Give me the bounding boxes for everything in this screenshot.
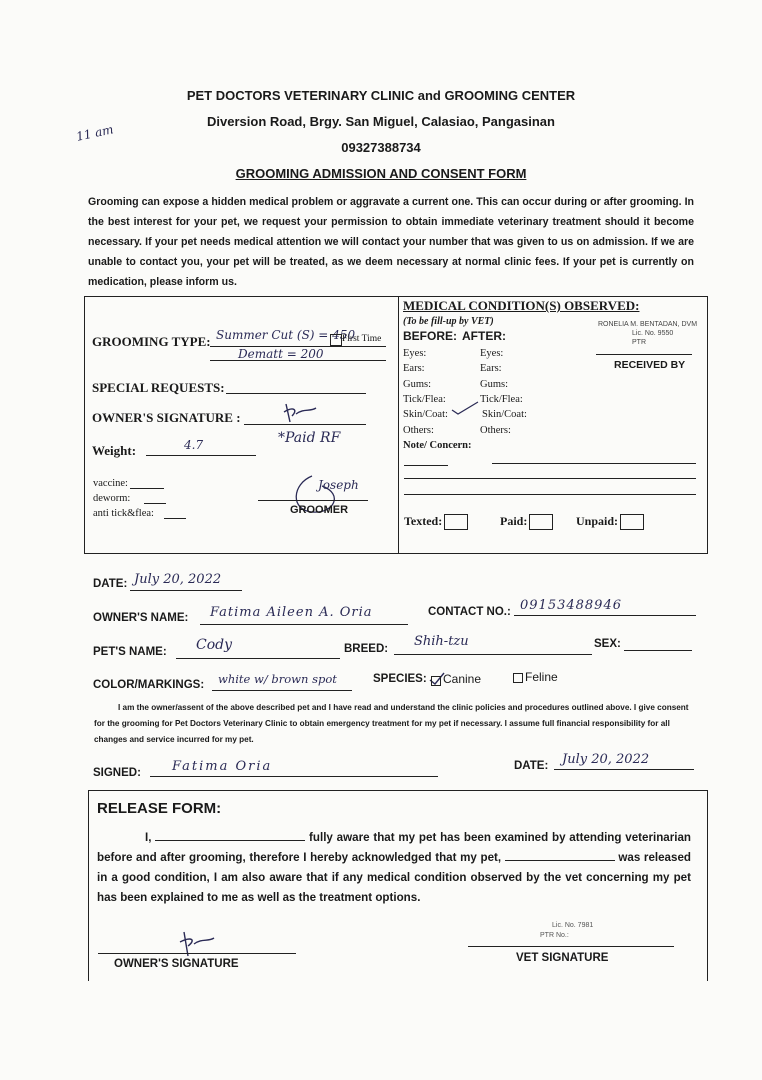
before-ears: Ears: — [403, 363, 425, 374]
special-requests-label: SPECIAL REQUESTS: — [92, 380, 225, 395]
before-skincoat: Skin/Coat: — [403, 409, 448, 420]
release-text — [97, 828, 691, 908]
date-field[interactable] — [130, 590, 242, 591]
note-line-1[interactable] — [404, 465, 448, 466]
paid-checkbox[interactable] — [529, 514, 553, 530]
deworm-line — [144, 503, 166, 504]
note-line-3[interactable] — [404, 478, 696, 479]
groomer-label: GROOMER — [290, 504, 349, 516]
paid-field[interactable] — [500, 514, 553, 530]
grooming-type-label: GROOMING TYPE: — [92, 334, 211, 349]
contact-label: CONTACT NO.: — [428, 606, 511, 618]
texted-checkbox[interactable] — [444, 514, 468, 530]
groomer-signature: Joseph — [318, 478, 359, 492]
feline-label: Feline — [525, 670, 558, 684]
date-label: DATE: — [93, 578, 128, 590]
unpaid-label: Unpaid: — [576, 514, 619, 528]
groomer-line — [258, 500, 368, 501]
unpaid-checkbox[interactable] — [620, 514, 644, 530]
contact-field[interactable] — [514, 615, 696, 616]
unpaid-field[interactable] — [576, 514, 644, 530]
owner-name-label: OWNER'S NAME: — [93, 612, 189, 624]
before-gums: Gums: — [403, 379, 432, 390]
canine-label: Canine — [443, 672, 482, 686]
date2-field[interactable] — [554, 769, 694, 770]
vet-stamp-ptr: PTR — [632, 339, 646, 346]
owner-signature-label: OWNER'S SIGNATURE : — [92, 410, 241, 425]
medical-subtitle: (To be fill-up by VET) — [403, 316, 494, 327]
breed-value: Shih-tzu — [414, 634, 469, 649]
feline-checkbox[interactable] — [513, 673, 523, 683]
texted-field[interactable] — [404, 514, 468, 530]
pet-name-label: PET'S NAME: — [93, 646, 167, 658]
deworm-label: deworm: — [93, 493, 131, 504]
first-time-label: First Time — [342, 334, 382, 344]
pet-name-field[interactable] — [176, 658, 340, 659]
before-label: BEFORE: — [403, 329, 457, 343]
sex-field[interactable] — [624, 650, 692, 651]
note-line-2[interactable] — [492, 463, 696, 464]
release-owner-signature-scribble — [176, 928, 216, 960]
after-gums: Gums: — [480, 379, 509, 390]
release-vet-sig-field[interactable] — [468, 946, 674, 947]
sex-label: SEX: — [594, 638, 621, 650]
species-label: SPECIES: — [373, 673, 427, 685]
antitick-line — [164, 518, 186, 519]
owner-name-value: Fatima Aileen A. Oria — [210, 605, 373, 620]
release-text-b: fully aware that my pet has been examined by attending veterinarian before and after grooming, therefore I hereby acknowledged that my pet, — [97, 831, 691, 864]
received-line — [596, 354, 692, 355]
box-divider — [398, 296, 399, 553]
paid-label: Paid: — [500, 514, 528, 528]
signed-value: Fatima Oria — [172, 759, 273, 774]
after-label: AFTER: — [462, 329, 506, 343]
received-by-label: RECEIVED BY — [614, 359, 686, 371]
date2-value: July 20, 2022 — [562, 752, 650, 767]
clinic-address: Diversion Road, Brgy. San Miguel, Calasiao, Pangasinan — [207, 114, 555, 129]
release-vet-stamp: Lic. No. 7981 — [552, 922, 594, 929]
release-owner-sig-label: OWNER'S SIGNATURE — [114, 958, 239, 970]
special-requests-field[interactable] — [226, 393, 366, 394]
before-tickflea: Tick/Flea: — [403, 394, 446, 405]
texted-label: Texted: — [404, 514, 443, 528]
release-owner-sig-field[interactable] — [98, 953, 296, 954]
grooming-type-value2: Dematt = 200 — [238, 347, 324, 361]
after-others: Others: — [480, 425, 511, 436]
after-eyes: Eyes: — [480, 348, 504, 359]
contact-value: 09153488946 — [520, 598, 622, 613]
pet-name-value: Cody — [196, 637, 233, 653]
grooming-type-value: Summer Cut (S) = 450 — [216, 328, 356, 342]
breed-field[interactable] — [394, 654, 592, 655]
weight-value: 4.7 — [184, 438, 204, 452]
release-pet-blank[interactable] — [505, 860, 615, 861]
release-name-blank[interactable] — [155, 840, 305, 841]
release-vet-ptr: PTR No.: — [540, 932, 569, 939]
weight-field[interactable] — [146, 455, 256, 456]
before-others: Others: — [403, 425, 434, 436]
note-label: Note/ Concern: — [403, 440, 472, 451]
date-value: July 20, 2022 — [134, 572, 222, 587]
consent-text: I am the owner/assent of the above described pet and I have read and understand the clinic policies and procedures outlined above. I give consent for the grooming for Pet Doctors Veterinary Clinic to obtain emergency treatment for my pet if necessary. I assume full financial responsibility for all changes and service incurred for my pet. — [94, 703, 689, 744]
margin-note: 11 am — [74, 122, 115, 144]
date2-label: DATE: — [514, 760, 549, 772]
vet-stamp-name: RONELIA M. BENTADAN, DVM — [598, 321, 698, 328]
after-skincoat: Skin/Coat: — [482, 409, 527, 420]
medical-title: MEDICAL CONDITION(S) OBSERVED: — [403, 298, 640, 313]
intro-paragraph: Grooming can expose a hidden medical problem or aggravate a current one. This can occur during or after grooming. In the best interest for your pet, we request your permission to obtain immediate veterinary treatment should it become necessary. If your pet needs medical attention we will contact your number that was given to us on admission. If we are unable to contact you, your pet will be treated, as we deem necessary at normal clinic fees. If your pet is currently on medication, please inform us. — [88, 196, 694, 288]
release-i: I, — [145, 831, 152, 844]
first-time-checkbox[interactable] — [330, 334, 342, 346]
skin-coat-check — [450, 400, 480, 416]
note-line-4[interactable] — [404, 494, 696, 495]
form-title: GROOMING ADMISSION AND CONSENT FORM — [235, 166, 527, 181]
release-vet-sig-label: VET SIGNATURE — [516, 952, 609, 964]
after-ears: Ears: — [480, 363, 502, 374]
signed-field[interactable] — [150, 776, 438, 777]
clinic-phone: 09327388734 — [341, 140, 421, 155]
color-value: white w/ brown spot — [218, 672, 337, 686]
vaccine-label: vaccine: — [93, 478, 128, 489]
release-text-c: was released in a good condition, I am also aware that if any medical condition observed by the vet concerning my pet has been explained to me as well as the treatment options. — [97, 851, 691, 904]
canine-checkbox[interactable] — [431, 676, 441, 686]
grooming-type-line2 — [210, 360, 386, 361]
owner-signature-scribble — [280, 400, 320, 426]
vaccine-line — [130, 488, 164, 489]
antitick-label: anti tick&flea: — [93, 508, 154, 519]
clinic-name: PET DOCTORS VETERINARY CLINIC and GROOMING CENTER — [186, 88, 576, 103]
weight-label: Weight: — [92, 443, 137, 458]
paid-note: *Paid RF — [278, 430, 341, 446]
vet-stamp-lic: Lic. No. 9550 — [632, 330, 674, 337]
breed-label: BREED: — [344, 643, 389, 655]
release-title: RELEASE FORM: — [97, 800, 222, 817]
before-eyes: Eyes: — [403, 348, 427, 359]
color-field[interactable] — [212, 690, 352, 691]
color-label: COLOR/MARKINGS: — [93, 679, 205, 691]
after-tickflea: Tick/Flea: — [480, 394, 523, 405]
signed-label: SIGNED: — [93, 767, 141, 779]
owner-name-field[interactable] — [200, 624, 408, 625]
